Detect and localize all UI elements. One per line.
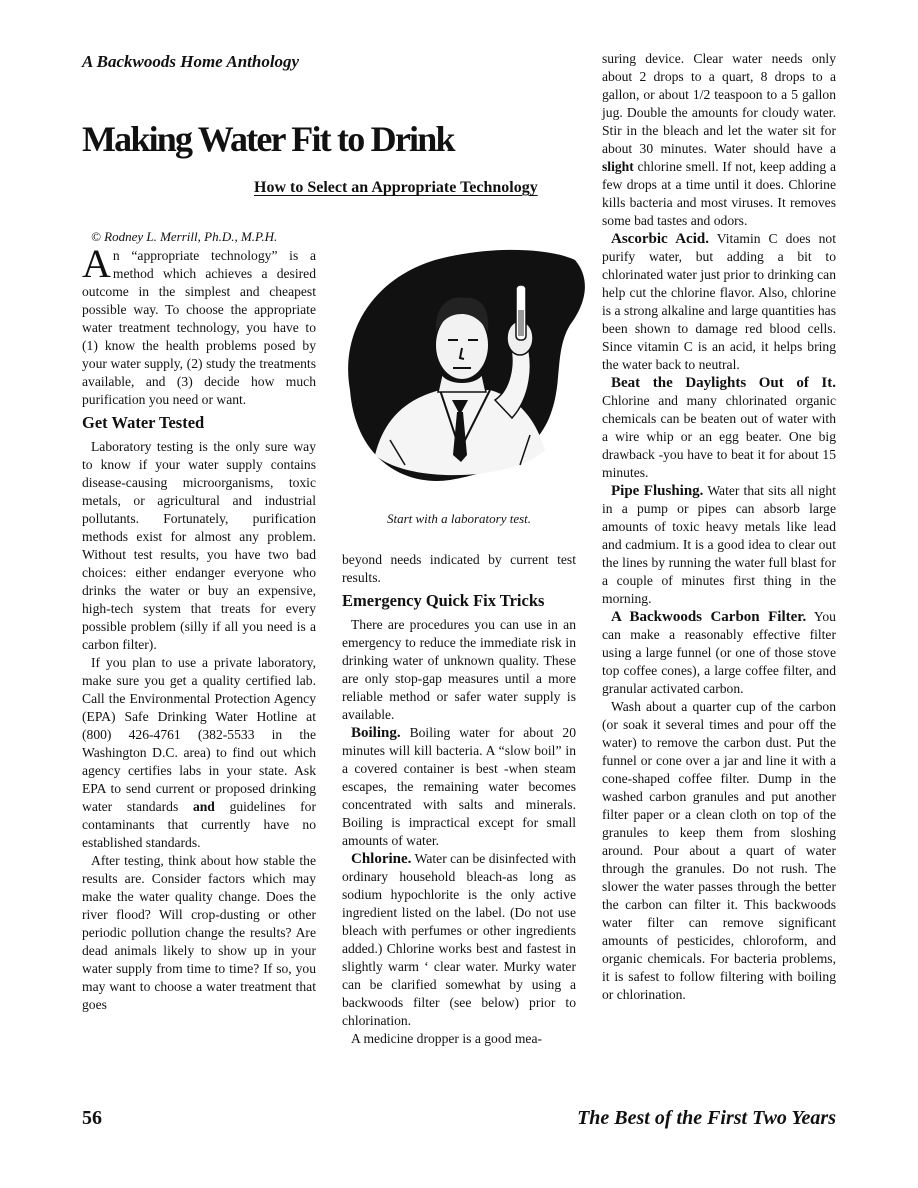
- paragraph: suring device. Clear water needs only about 2 drops to a quart, 8 drops to a gallon, or about 1/2 teaspoon to a 5 gallon jug. Double the amounts for cloudy water. Stir in the bleach and let the water sit for about 30 minutes. Water should have a slight chlorine smell. If not, keep adding a few drops at a time until it does. Chlorine kills bacteria and most viruses. It removes some bad tastes and odors.: [602, 51, 836, 228]
- column-1: [82, 241, 316, 1014]
- section-heading-get-water-tested: Get Water Tested: [82, 413, 205, 432]
- paragraph-boiling: Boiling. Boiling water for about 20 minutes will kill bacteria. A “slow boil” in a covered container is best -when steam escapes, the remaining water becomes concentrated with salts and minerals. Boiling is impractical except for small amounts of water.: [342, 725, 576, 848]
- paragraph: Laboratory testing is the only sure way to know if your water supply contains disease-causing microorganisms, toxic metals, or agricultural and industrial pollutants. Fortunately, purification methods exist for almost any problem. Without test results, you have two bad choices: either endanger everyone who drinks the water or buy an expensive, high-tech system that treats for every possible problem (silly if all you need is a carbon filter).: [82, 439, 316, 652]
- paragraph-beat-daylights: Beat the Daylights Out of It. Chlorine and many chlorinated organic chemicals can be beaten out of water with a wire whip or an egg beater. One big drawback -you have to beat it for about 15 minutes.: [602, 375, 836, 480]
- paragraph-ascorbic-acid: Ascorbic Acid. Vitamin C does not purify water, but adding a bit to chlorinated water just prior to drinking can help cut the chlorine flavor. Also, chlorine is a strong alkaline and large quantities has been shown to damage red blood cells. Since vitamin C is an acid, it helps bring the water back to neutral.: [602, 231, 836, 372]
- paragraph: A medicine dropper is a good mea-: [351, 1031, 543, 1046]
- author-byline: © Rodney L. Merrill, Ph.D., M.P.H.: [91, 229, 278, 244]
- intro-paragraph: An “appropriate technology” is a method which achieves a desired outcome in the simplest and cheapest possible way. To choose the appropriate water treatment technology, you have to (1) know the health problems posed by your water supply, (2) study the treatments available, and (3) decide how much purification you need or want.: [82, 241, 316, 407]
- column-2: [342, 551, 576, 1048]
- paragraph-pipe-flushing: Pipe Flushing. Water that sits all night in a pump or pipes can absorb large amounts of toxic heavy metals like lead and cadmium. It is a good idea to clear out the lines by running the water full blast for a couple of minutes first thing in the morning.: [602, 483, 836, 606]
- lab-test-illustration: [330, 240, 592, 502]
- column-3: [602, 50, 836, 1004]
- paragraph-chlorine: Chlorine. Water can be disinfected with ordinary household bleach-as long as sodium hypochlorite is the only active ingredient listed on the label. (Do not use bleach with perfumes or other ingredients added.) Chlorine works best and fastest in slightly warm ‘ clear water. Murky water can be clarified somewhat by using a backwoods filter (see below) prior to chlorination.: [342, 851, 576, 1028]
- figure-caption: Start with a laboratory test.: [386, 511, 532, 526]
- book-title-footer: The Best of the First Two Years: [577, 1107, 836, 1129]
- paragraph: After testing, think about how stable the results are. Consider factors which may make the water quality change. Does the river flood? Will crop-dusting or other periodic pollution change the results? Are dead animals likely to show up in your water supply from time to time? If so, you may want to choose a water treatment that goes: [82, 853, 316, 1012]
- running-header: A Backwoods Home Anthology: [82, 52, 300, 71]
- paragraph: beyond needs indicated by current test results.: [342, 552, 576, 585]
- article-title: Making Water Fit to Drink: [82, 119, 454, 159]
- section-heading-emergency-quick-fix: Emergency Quick Fix Tricks: [342, 591, 545, 610]
- paragraph: If you plan to use a private laboratory, make sure you get a quality certified lab. Call the Environmental Protection Agency (EPA) Safe Drinking Water Hotline at (800) 426-4761 (382-5533 in the Washington D.C. area) to find out which agency certifies labs in your state. Ask EPA to send current or proposed drinking water standards and guidelines for contaminants that currently have no established standards.: [82, 655, 316, 850]
- paragraph-carbon-filter: A Backwoods Carbon Filter. You can make a reasonably effective filter using a large funnel (or one of those stove top coffee cones), a large coffee filter, and granular activated carbon.: [602, 609, 836, 696]
- paragraph: There are procedures you can use in an emergency to reduce the immediate risk in drinking water of unknown quality. These are only stop-gap measures until a more reliable method or safer water supply is available.: [342, 617, 576, 722]
- page-number: 56: [82, 1107, 102, 1129]
- paragraph: Wash about a quarter cup of the carbon (or soak it several times and pour off the water) to remove the carbon dust. Put the funnel or cone over a jar and line it with a cone-shaped coffee filter. Dump in the washed carbon granules and put another filter paper or a clean cloth on top of the granules to keep them from sloshing around. Pour about a quart of water through the granules. Do not rush. The slower the water passes through the better the carbon can filter it. This backwoods water filter can remove significant amounts of pesticides, chloroform, and organic chemicals. For bacteria problems, it is safest to follow filtering with boiling or chlorination.: [602, 699, 836, 1002]
- drop-cap: A: [82, 241, 111, 286]
- article-subtitle: How to Select an Appropriate Technology: [254, 179, 538, 196]
